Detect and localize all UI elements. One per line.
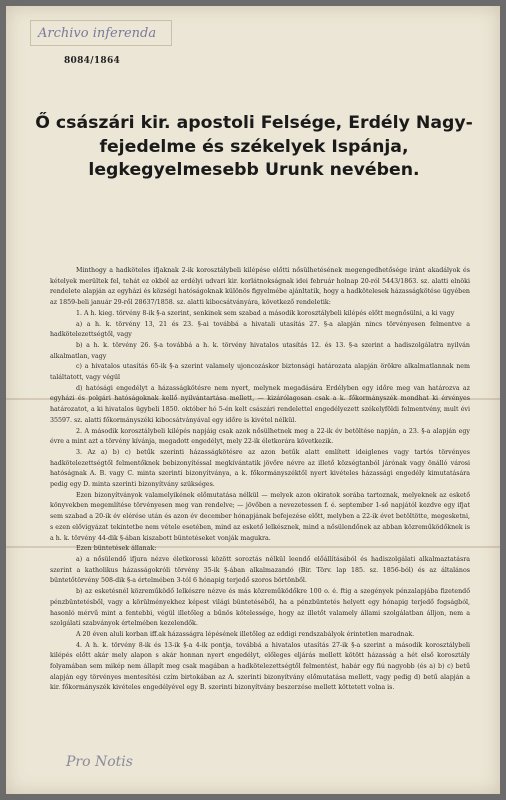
body-paragraph: A 20 éven aluli korban iff.ak házasságra lépésének illetőleg az eddigi rendszabályok érintetlen maradnak. [76, 630, 415, 638]
body-paragraph: Minthogy a hadköteles ifjaknak 2-ik korosztálybeli kilépése előtti nősülhetésének megengedhetősége iránt akadályok és kételyek merültek fel, tehát ez okból az erdélyi udvari kir. korlátnokságnak idei február holnap 20-ról 5443/1863. sz. alatti elnöki rendelete alapján az egyházi és községi hatóságoknak különös figyelmébe ajánltatik, hogy a hadkötelesek házasságkötése ügyében az 1859-beli január 29-ről 28637/1858. sz. alatti kibocsátványára, következő rendeletik: [50, 267, 470, 307]
body-paragraph: a) a nősülendő ifjura nézve életkorossi között soroztás nélkül leendő előállításából és hadiszolgálati alkalmaztatásra szerint a katholikus házasságokróli törvény 35-ik §-ában alkalmazandó (Bir. Törv. lap 185. sz. 1856-ból) és az általános büntetőtörvény 508-dik §-a értelmében 3-tól 6 hónapig terjedő szoros börtönből. [50, 555, 470, 585]
body-paragraph: b) az esketésnél közreműködő lelkészre nézve és más közreműködőkre 100 o. é. ftig a szegények pénzalapjába fizetendő pénzbüntetésből, vagy a körülményekhez képest világi büntetéséből, ha a pénzbüntetés helyett egy hónapig terjedő fogságból, hasonló mérvű mint a fentebbi, végül illetőleg a bűnös kötelessége, hogy az illetőt valamely állami szolgálatban álljon, nem a szolgálati szabványok értelmében kezelendők. [50, 588, 470, 628]
document-number: 8084/1864 [64, 56, 121, 66]
body-paragraph: 2. A második korosztálybeli kilépés napjáig csak azok nősülhetnek meg a 22-ik év betöltése napján, a 23. §-a alapján egy évre a mint azt a törvény kívánja, megadott engedélyt, mely 22-ik életkorára következik. [50, 427, 470, 446]
body-paragraph: Ezen bizonyítványok valamelyikének előmutatása nélkül — melyek azon okiratok sorába tartoznak, melyeknek az eskető könyvekben megemlítése törvényesen meg van rendelve; — jövőben a nevezetessen f. é. september 1-ső napjától kezdve egy ifjat sem szabad a 20-ik év elérése után és azon év december hónapjának befejezése előtt, melyben a 22-ik évet betöltötte, megesketni, s ezen elővigyázat tekintetbe nem vétele esetében, mind az eskető lelkésznek, mind a nősülendőnek az abban közreműködőknek is a h. k. törvény 44-dik §-ában kiszabott büntetéseket vonják magukra. [50, 491, 470, 542]
document-title: Ő császári kir. apostoli Felsége, Erdély Nagy-fejedelme és székelyek Ispánja, legkegyelmesebb Urunk nevében. [35, 113, 473, 180]
body-paragraph: 4. A h. k. törvény 8-ik és 13-ik §-a 4-ik pontja, továbbá a hivatalos utasítás 27-ik §-a szerint a második korosztálybeli kilépés előtt akár mely alapon s akár honnan nyert engedélyt, előleges eljárás mellett kötött házasság a hét első korosztály folyamában sem mikép nem állapít meg csak magában a hadkötelezettségtől felmentést, habár egy fiú nagyobb (és a) b) c) betű alapján egy törvényes mentesítési czím birtokában az A. szerinti bizonyítvány előmutatása mellett, vagy pedig d) betű alapján a kir. főkormányszék kivételes engedélyével egy B. szerinti bizonyítvány beszerzése mellett köttetett volna is. [50, 641, 470, 692]
body-paragraph: Ezen büntetések állanak: [76, 545, 157, 553]
body-paragraph: 3. Az a) b) c) betűk szerinti házasságkötésre az azon betűk alatt említett ideiglenes vagy tartós törvényes hadkötelezettségtől felmentőknek bebizonyítéssal megkívántatik jövőre névre az illető községtanból járónak vagy önálló városi hatóságnak A. B. vagy C. minta szerinti bizonyítványa, a k. főkormányszéktől nyert kivételes házassági engedély kimutatására pedig egy D. minta szerinti bizonyítvány szükséges. [50, 448, 470, 489]
body-paragraph: a) a h. k. törvény 13, 21 és 23. §-ai továbbá a hivatali utasítás 27. §-a alapján nincs törvényesen felmentve a hadkötelezettségtől, vagy [50, 320, 470, 339]
body-paragraph: d) hatósági engedélyt a házasságkötésre nem nyert, melynek megadására Erdélyben egy időre meg van határozva az egyházi és polgári hatóságoknak kellő nyilvántartása mellett, — kizárólagosan csak a k. főkormányszék mondhat ki érvényes határozatot, a ki hivatalos ügybeli 1850. október hó 5-én kelt császári rendelettel engedélyezett székelyföldi felmentvény, mult évi 35597. sz. alatti főkormányszéki kibocsátványával egy időre is kivétel nélkül. [50, 384, 470, 424]
handwritten-note-bottom: Pro Notis [66, 754, 133, 770]
body-paragraph: c) a hivatalos utasítás 65-ik §-a szerint valamely ujoncozáskor biztonsági határozata alapján örökre alkalmatlannak nem találtatott, vagy végül [50, 363, 470, 382]
document-body [50, 266, 470, 694]
body-paragraph: b) a h. k. törvény 26. §-a továbbá a h. k. törvény hivatalos utasítás 12. és 13. §-a szerint a hadiszolgálatra nyilván alkalmatlan, vagy [50, 341, 470, 360]
body-paragraph: 1. A h. kieg. törvény 8-ik §-a szerint, senkinek sem szabad a második korosztálybeli kilépés előtt megnősülni, a ki vagy [76, 309, 455, 317]
handwritten-note-top: Archivo inferenda [38, 26, 157, 41]
document-page [6, 6, 500, 794]
